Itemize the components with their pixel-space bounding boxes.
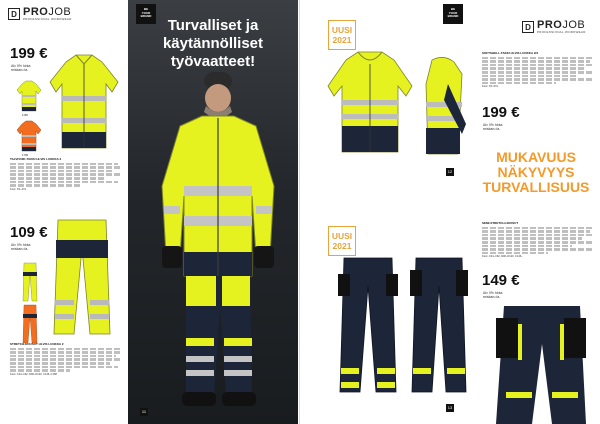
craftsman-sizes: Koot: C44–C62, D96–D120, C146–	[482, 255, 523, 259]
price-note-softshell: Alv 0% hinta reiskaru ta.	[483, 123, 503, 131]
price-craftsman: 149 €	[482, 272, 520, 289]
jacket-yellow-thumbnail	[16, 80, 42, 112]
trousers-yellow-thumbnail	[22, 262, 38, 302]
trousers-sizes: Koot: C44–C62, D96–D120, C146–C158	[10, 372, 57, 376]
page-number-12: 12	[447, 169, 453, 174]
logo-name-b: JOB	[48, 6, 72, 18]
jacket-orange-thumbnail	[16, 120, 42, 152]
price-jacket: 199 €	[10, 45, 48, 62]
craftsman-trousers-closeup-image	[496, 304, 586, 424]
color-code-2: 1780	[22, 153, 29, 157]
price-softshell: 199 €	[482, 104, 520, 121]
price-trousers: 109 €	[10, 224, 48, 241]
craftsman-description	[482, 222, 594, 259]
jacket-description	[10, 158, 120, 191]
craftsman-trousers-back-image	[410, 256, 468, 396]
hero-headline: Turvalliset ja käytännölliset työvaatteet!	[162, 17, 264, 70]
new-2021-badge-top: UUSI 2021	[328, 20, 356, 50]
price-note-craftsman: Alv 0% hinta reiskaru ta.	[483, 291, 503, 299]
new-2021-badge-bottom: UUSI 2021	[328, 226, 356, 256]
trousers-main-image	[52, 218, 112, 336]
slogan: MUKAVUUS NÄKYVYYS TURVALLISUUS	[482, 149, 590, 195]
softshell-description	[482, 52, 594, 89]
jacket-main-image	[48, 52, 120, 150]
softshell-front-image	[324, 50, 416, 168]
hero-photo	[128, 0, 298, 424]
right-page	[300, 0, 600, 424]
worker-figure	[140, 66, 290, 420]
jacket-title: TALVIVOIK-TAKKI HI-VIS LUOKKA 3	[10, 157, 62, 161]
softshell-side-image	[418, 54, 472, 168]
projob-logo	[8, 7, 72, 21]
logo-tagline: PROFESSIONAL WORKWEAR	[23, 17, 72, 21]
softshell-title: SOFTSHELL-TAKKI HI-VIS LUOKKA 2/3	[482, 51, 539, 55]
softshell-sizes: Koot: XS–5XL	[482, 85, 499, 89]
craftsman-trousers-front-image	[338, 256, 398, 396]
be-your-brand-badge: BE YOUR BRAND	[136, 4, 156, 24]
trousers-description	[10, 343, 122, 376]
page-number-13: 13	[447, 405, 453, 410]
price-note-trousers: Alv 0% hinta reiskaru ta.	[11, 243, 31, 251]
craftsman-title: SEMI-STRETCH-HOUSUT	[482, 221, 519, 225]
page-number-11: 11	[141, 409, 147, 414]
trousers-orange-thumbnail	[22, 304, 38, 344]
projob-logo-right: D PROJOB PROFESSIONAL WORKWEAR	[522, 20, 586, 34]
logo-mark: D	[8, 8, 20, 20]
be-your-brand-badge-right: BE YOUR BRAND	[443, 4, 463, 24]
price-note-jacket: Alv 0% hinta reiskaru ta.	[11, 64, 31, 72]
color-code-1: 1180	[22, 113, 29, 117]
trousers-title: STRETCH-HOUSUT HI-VIS LUOKKA 2	[10, 342, 64, 346]
jacket-sizes: Koot: XS–4XL	[10, 187, 27, 191]
logo-name-a: PRO	[23, 6, 49, 18]
